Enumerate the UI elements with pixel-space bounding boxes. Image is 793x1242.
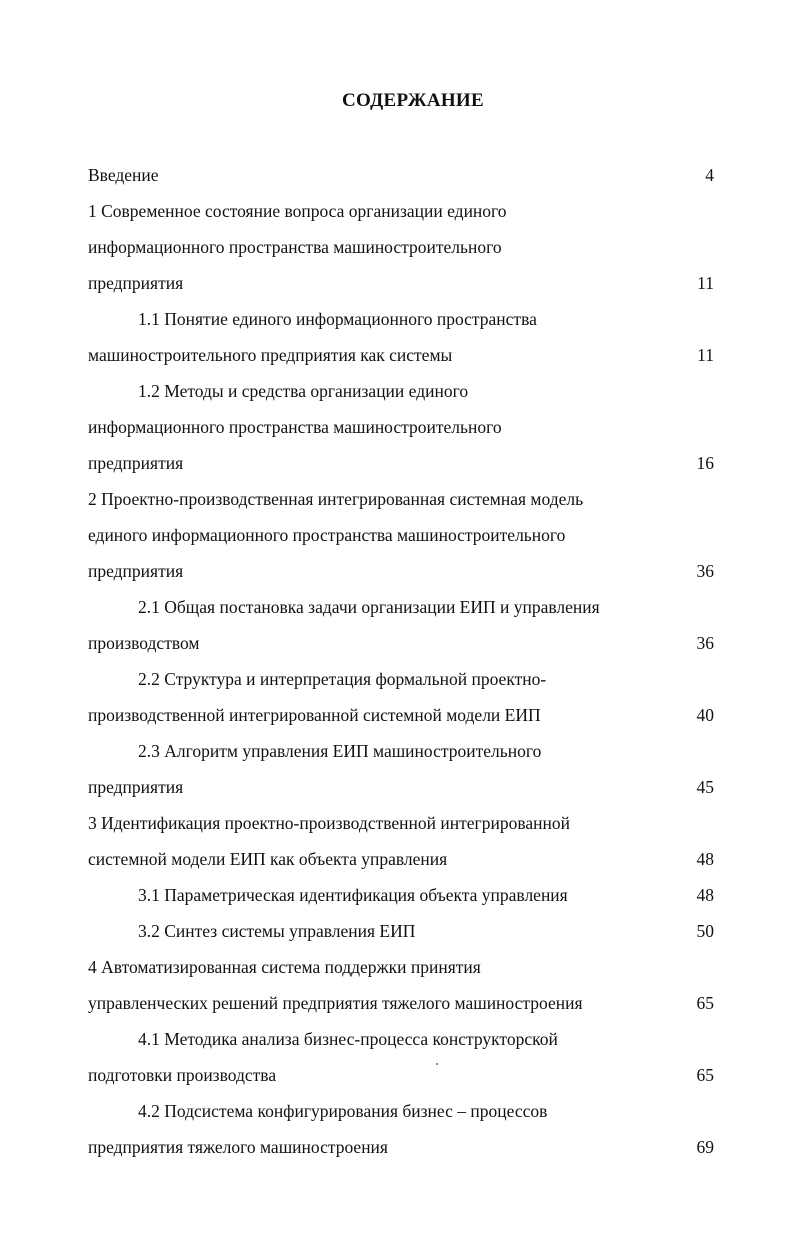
toc-entry-text: 1 Современное состояние вопроса организации единого xyxy=(88,201,507,221)
toc-entry-text: 1.2 Методы и средства организации единого xyxy=(138,381,469,401)
toc-entry-text: предприятия тяжелого машиностроения xyxy=(88,1137,388,1157)
toc-entry-text: 2.3 Алгоритм управления ЕИП машиностроительного xyxy=(138,741,542,761)
toc-line xyxy=(88,481,714,517)
toc-line xyxy=(88,877,714,913)
toc-entry-text: производственной интегрированной системной модели ЕИП xyxy=(88,705,541,725)
toc-entry-text: 2.2 Структура и интерпретация формальной проектно- xyxy=(138,669,547,689)
table-of-contents xyxy=(88,157,714,1165)
toc-line xyxy=(88,229,714,265)
toc-entry-text: машиностроительного предприятия как системы xyxy=(88,345,453,365)
toc-page-number: 48 xyxy=(696,849,714,869)
toc-line xyxy=(88,193,714,229)
toc-line xyxy=(88,553,714,589)
toc-line xyxy=(88,769,714,805)
toc-entry-text: подготовки производства xyxy=(88,1065,277,1085)
toc-page-number: 50 xyxy=(696,921,714,941)
toc-entry-text: 3 Идентификация проектно-производственной интегрированной xyxy=(88,813,570,833)
toc-page-number: 69 xyxy=(696,1137,714,1157)
toc-entry-text: 3.1 Параметрическая идентификация объекта управления xyxy=(138,885,568,905)
toc-line xyxy=(88,1129,714,1165)
toc-line xyxy=(88,265,714,301)
toc-entry-text: информационного пространства машиностроительного xyxy=(88,237,502,257)
toc-line xyxy=(88,949,714,985)
toc-line xyxy=(88,301,714,337)
toc-entry-text: предприятия xyxy=(88,777,184,797)
toc-line xyxy=(88,661,714,697)
toc-line xyxy=(88,157,714,193)
toc-page-number: 11 xyxy=(697,345,714,365)
toc-entry-text: единого информационного пространства машиностроительного xyxy=(88,525,566,545)
toc-entry-text: системной модели ЕИП как объекта управления xyxy=(88,849,448,869)
toc-entry-text: 2 Проектно-производственная интегрированная системная модель xyxy=(88,489,584,509)
toc-entry-text: Введение xyxy=(88,165,159,185)
toc-line xyxy=(88,697,714,733)
toc-entry-text: 2.1 Общая постановка задачи организации ЕИП и управления xyxy=(138,597,600,617)
toc-line xyxy=(88,517,714,553)
toc-entry-text: предприятия xyxy=(88,453,184,473)
toc-page-number: 48 xyxy=(696,885,714,905)
toc-page-number: 40 xyxy=(696,705,714,725)
toc-entry-text: предприятия xyxy=(88,273,184,293)
toc-page-number: 45 xyxy=(696,777,714,797)
toc-line xyxy=(88,1021,714,1057)
toc-line xyxy=(88,337,714,373)
toc-line xyxy=(88,409,714,445)
toc-line xyxy=(88,445,714,481)
toc-entry-text: информационного пространства машиностроительного xyxy=(88,417,502,437)
toc-entry-text: 1.1 Понятие единого информационного пространства xyxy=(138,309,537,329)
toc-page-number: 65 xyxy=(696,993,714,1013)
toc-line xyxy=(88,589,714,625)
toc-page-number: 36 xyxy=(696,633,714,653)
toc-line xyxy=(88,373,714,409)
toc-line xyxy=(88,625,714,661)
toc-entry-text: 4.1 Методика анализа бизнес-процесса конструкторской xyxy=(138,1029,558,1049)
toc-entry-text: управленческих решений предприятия тяжелого машиностроения xyxy=(88,993,583,1013)
toc-entry-text: 3.2 Синтез системы управления ЕИП xyxy=(138,921,416,941)
toc-entry-text: 4 Автоматизированная система поддержки принятия xyxy=(88,957,481,977)
toc-line xyxy=(88,1057,714,1093)
toc-line xyxy=(88,985,714,1021)
toc-line xyxy=(88,733,714,769)
toc-line xyxy=(88,841,714,877)
toc-entry-text: 4.2 Подсистема конфигурирования бизнес – процессов xyxy=(138,1101,548,1121)
toc-page-number: 4 xyxy=(705,165,714,185)
toc-line xyxy=(88,1093,714,1129)
toc-entry-text: производством xyxy=(88,633,200,653)
toc-entry-text: предприятия xyxy=(88,561,184,581)
toc-page-number: 16 xyxy=(696,453,714,473)
toc-page-number: 11 xyxy=(697,273,714,293)
toc-page-number: 65 xyxy=(696,1065,714,1085)
toc-line xyxy=(88,805,714,841)
scan-speck xyxy=(436,1063,438,1065)
toc-page-number: 36 xyxy=(696,561,714,581)
toc-line xyxy=(88,913,714,949)
toc-heading: СОДЕРЖАНИЕ xyxy=(342,90,484,111)
